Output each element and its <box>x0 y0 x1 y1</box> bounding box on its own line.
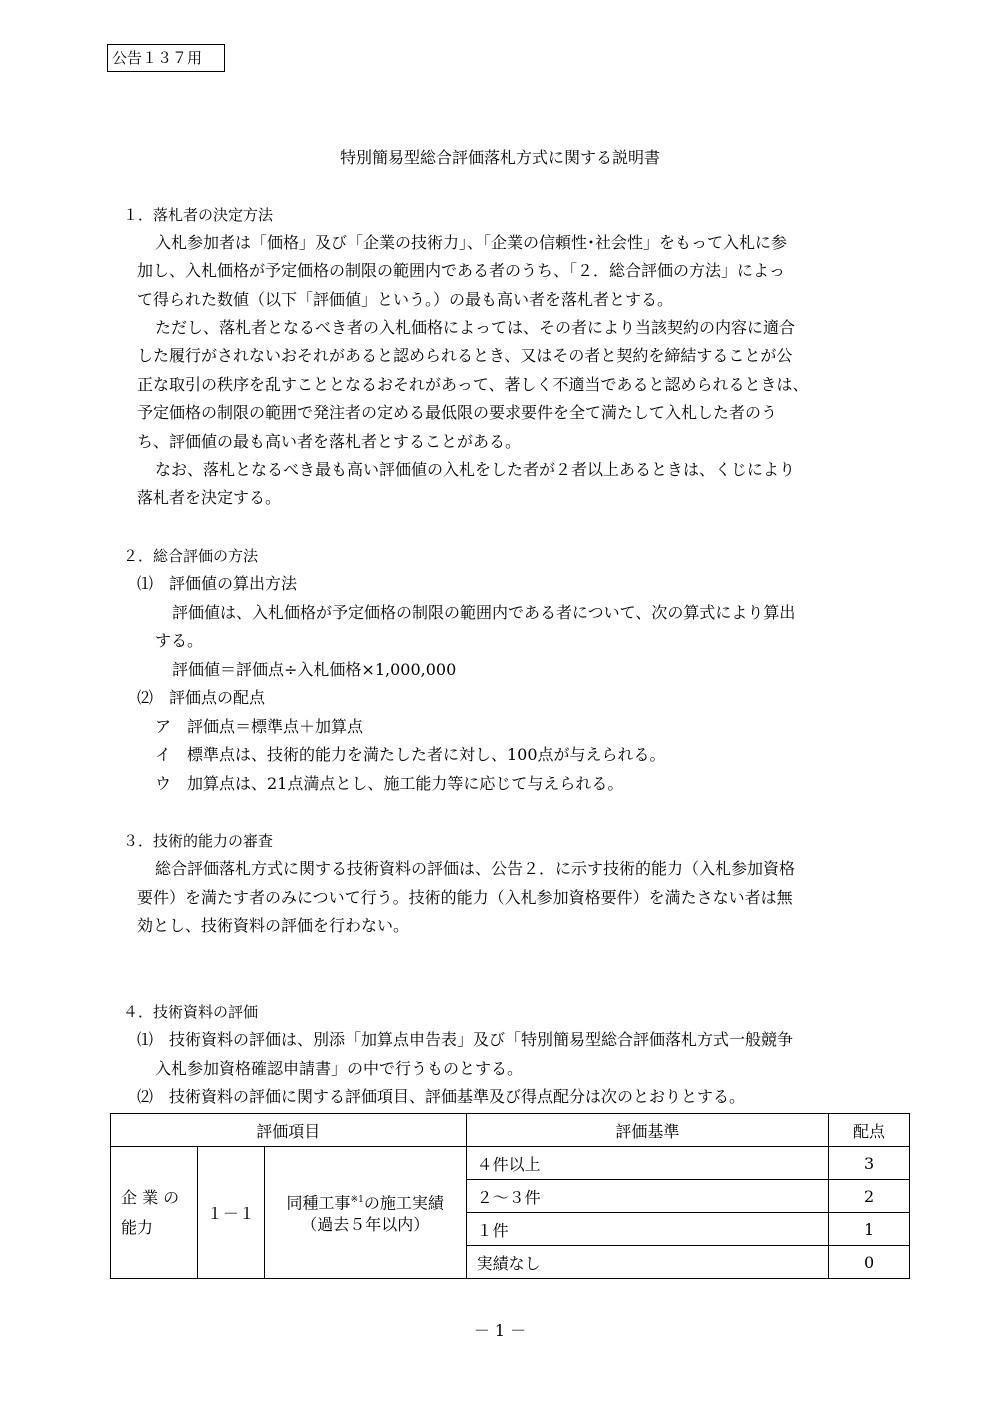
evaluation-table <box>110 1113 910 1279</box>
item-name-line <box>265 1189 466 1214</box>
criteria-cell: ２～３件 <box>466 1180 829 1213</box>
paragraph-line: 落札者を決定する。 <box>137 488 282 507</box>
section-2-heading: ２．総合評価の方法 <box>123 547 259 565</box>
paragraph-line: 予定価格の制限の範囲で発注者の定める最低限の要求要件を全て満たして入札した者のう <box>137 403 778 422</box>
header-evaluation-criteria: 評価基準 <box>466 1114 829 1147</box>
subsection-heading: ⑴ 評価値の算出方法 <box>137 574 298 593</box>
item-code-cell: １－１ <box>197 1147 264 1279</box>
category-line: 企 業 の <box>121 1187 180 1207</box>
item-name-line: （過去５年以内） <box>301 1215 430 1235</box>
points-cell: 2 <box>829 1180 910 1213</box>
header-evaluation-item: 評価項目 <box>111 1114 467 1147</box>
list-item: ア 評価点＝標準点＋加算点 <box>155 717 364 736</box>
points-cell: 0 <box>829 1246 910 1279</box>
paragraph-line: ⑵ 技術資料の評価に関する評価項目、評価基準及び得点配分は次のとおりとする。 <box>137 1087 746 1106</box>
paragraph-line: 正な取引の秩序を乱すこととなるおそれがあって、著しく不適当であると認められるときは、 <box>137 375 809 394</box>
notice-number-box: 公告１３７用 <box>107 44 225 72</box>
paragraph-line: 評価値は、入札価格が予定価格の制限の範囲内である者について、次の算式により算出 <box>172 603 796 622</box>
criteria-cell: １件 <box>466 1213 829 1246</box>
item-name-part: 同種工事 <box>286 1193 351 1213</box>
item-name-cell <box>264 1147 466 1279</box>
section-4-heading: ４．技術資料の評価 <box>123 1003 259 1021</box>
paragraph-line: なお、落札となるべき最も高い評価値の入札をした者が２者以上あるときは、くじにより <box>155 460 796 479</box>
page-number: － 1 － <box>473 1321 527 1340</box>
paragraph-line: ただし、落札者となるべき者の入札価格によっては、その者により当該契約の内容に適合 <box>155 318 796 337</box>
list-item: イ 標準点は、技術的能力を満たした者に対し、100点が与えられる。 <box>155 745 666 764</box>
paragraph-line: 要件）を満たす者のみについて行う。技術的能力（入札参加資格要件）を満たさない者は無 <box>137 888 793 907</box>
header-points: 配点 <box>829 1114 910 1147</box>
section-1-heading: １．落札者の決定方法 <box>123 206 274 224</box>
subsection-heading: ⑵ 評価点の配点 <box>137 688 266 707</box>
document-title: 特別簡易型総合評価落札方式に関する説明書 <box>339 148 660 167</box>
criteria-cell: ４件以上 <box>466 1147 829 1180</box>
paragraph-line: ち、評価値の最も高い者を落札者とすることがある。 <box>137 432 522 451</box>
paragraph-line: する。 <box>155 631 204 650</box>
paragraph-line: した履行がされないおそれがあると認められるとき、又はその者と契約を締結することが公 <box>137 346 793 365</box>
category-cell <box>111 1147 198 1279</box>
section-3-heading: ３．技術的能力の審査 <box>123 832 274 850</box>
paragraph-line: ⑴ 技術資料の評価は、別添「加算点申告表」及び「特別簡易型総合評価落札方式一般競争 <box>137 1030 794 1049</box>
points-cell: 3 <box>829 1147 910 1180</box>
points-cell: 1 <box>829 1213 910 1246</box>
paragraph-line: 入札参加者は「価格」及び「企業の技術力」、「企業の信頼性･社会性」をもって入札に参 <box>155 233 788 252</box>
paragraph-line: て得られた数値（以下「評価値」という。）の最も高い者を落札者とする。 <box>137 290 674 309</box>
criteria-cell: 実績なし <box>466 1246 829 1279</box>
paragraph-line: 総合評価落札方式に関する技術資料の評価は、公告２．に示す技術的能力（入札参加資格 <box>155 859 796 878</box>
footnote-mark: ※1 <box>350 1194 364 1205</box>
table-header-row <box>111 1114 910 1147</box>
paragraph-line: 入札参加資格確認申請書」の中で行うものとする。 <box>155 1059 524 1078</box>
category-line: 能力 <box>121 1217 154 1237</box>
item-name-part: の施工実績 <box>363 1193 444 1213</box>
table-row <box>111 1147 910 1180</box>
paragraph-line: 加し、入札価格が予定価格の制限の範囲内である者のうち、「２．総合評価の方法」によっ <box>137 261 786 280</box>
formula: 評価値＝評価点÷入札価格×1,000,000 <box>172 660 457 679</box>
list-item: ウ 加算点は、21点満点とし、施工能力等に応じて与えられる。 <box>155 774 624 793</box>
paragraph-line: 効とし、技術資料の評価を行わない。 <box>137 916 410 935</box>
